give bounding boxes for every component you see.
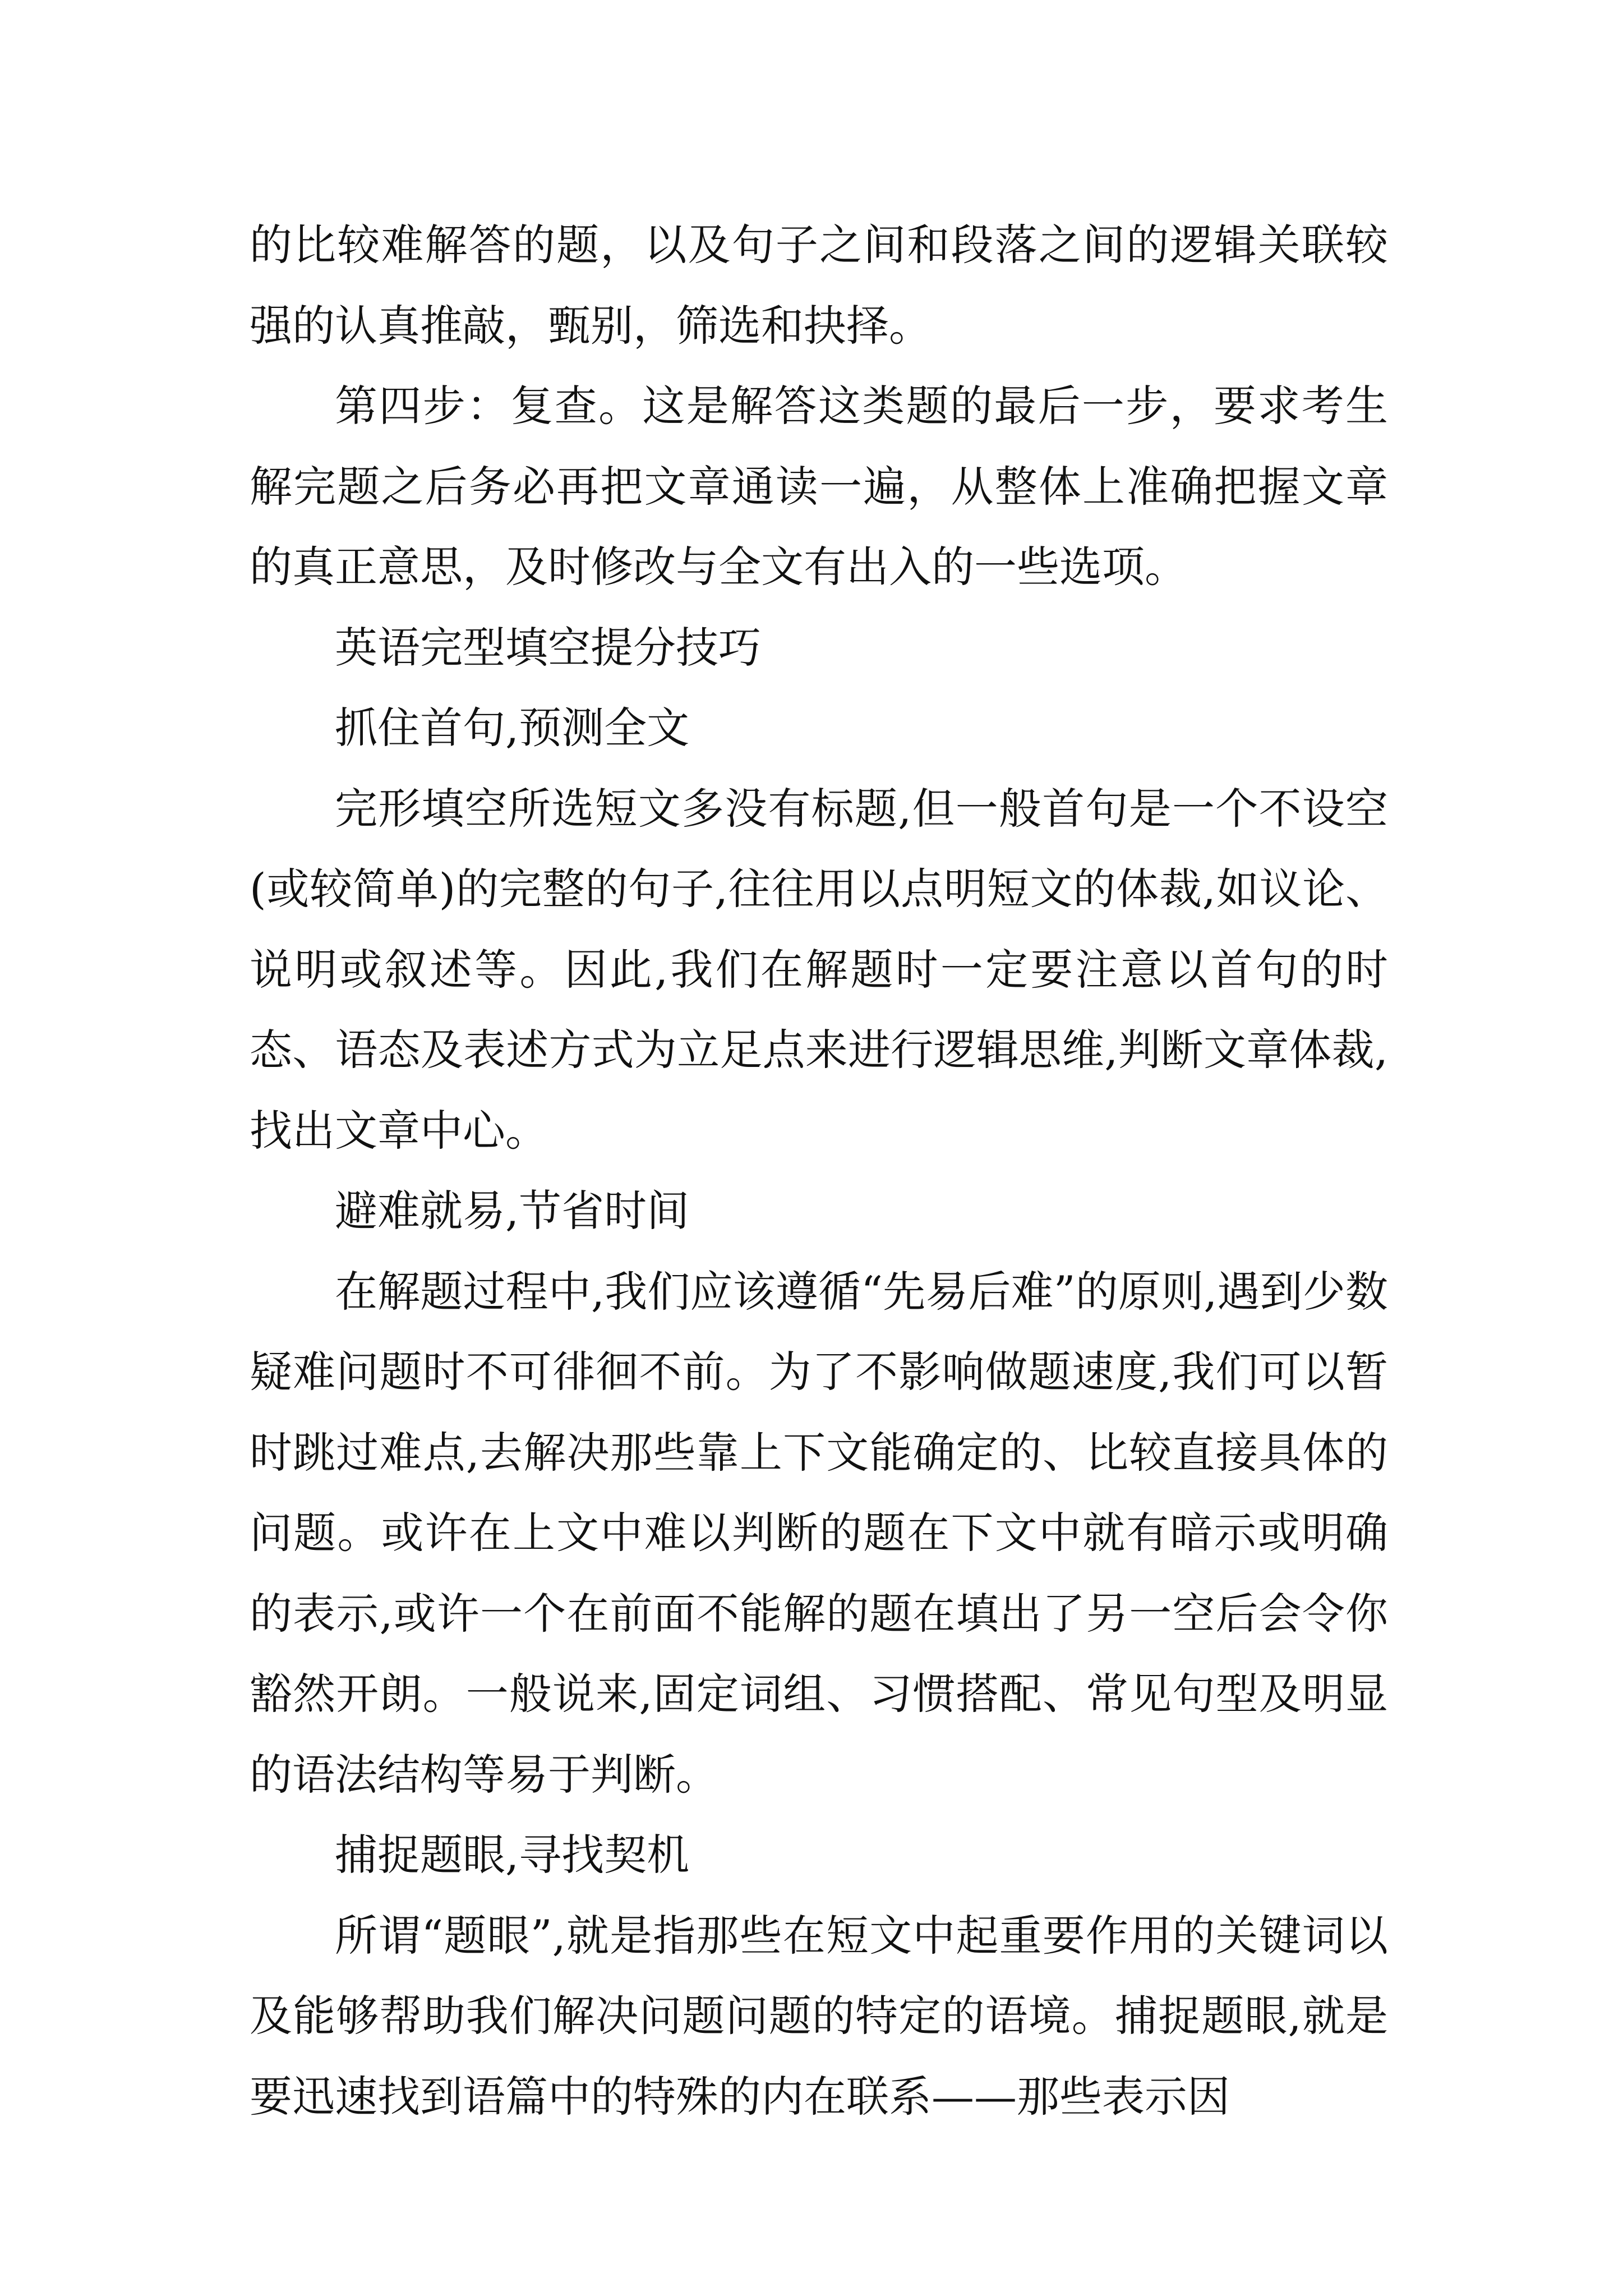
subheading-key-words: 捕捉题眼,寻找契机 (335, 1830, 690, 1880)
subheading-easy-first: 避难就易,节省时间 (335, 1186, 690, 1236)
paragraph-first-sentence: 完形填空所选短文多没有标题,但一般首句是一个不设空(或较简单)的完整的句子,往往用以点明短文的体裁,如议论、说明或叙述等。因此,我们在解题时一定要注意以首句的时态、语态及表述方式为立足点来进行逻辑思维,判断文章体裁,找出文章中心。 (250, 783, 1388, 1156)
paragraph-key-words: 所谓“题眼”,就是指那些在短文中起重要作用的关键词以及能够帮助我们解决问题问题的特定的语境。捕捉题眼,就是要迅速找到语篇中的特殊的内在联系——那些表示因 (250, 1910, 1388, 2122)
subheading-first-sentence: 抓住首句,预测全文 (335, 703, 690, 753)
section-heading-cloze-tips: 英语完型填空提分技巧 (335, 622, 761, 673)
paragraph-step-four-review: 第四步：复查。这是解答这类题的最后一步，要求考生解完题之后务必再把文章通读一遍，从整体上准确把握文章的真正意思，及时修改与全文有出入的一些选项。 (250, 381, 1388, 592)
paragraph-continuation: 的比较难解答的题，以及句子之间和段落之间的逻辑关联较强的认真推敲，甄别，筛选和抉择。 (250, 220, 1388, 351)
paragraph-easy-first: 在解题过程中,我们应该遵循“先易后难”的原则,遇到少数疑难问题时不可徘徊不前。为了不影响做题速度,我们可以暂时跳过难点,去解决那些靠上下文能确定的、比较直接具体的问题。或许在上文中难以判断的题在下文中就有暗示或明确的表示,或许一个在前面不能解的题在填出了另一空后会令你豁然开朗。一般说来,固定词组、习惯搭配、常见句型及明显的语法结构等易于判断。 (250, 1266, 1388, 1800)
document-body (250, 205, 1388, 2137)
